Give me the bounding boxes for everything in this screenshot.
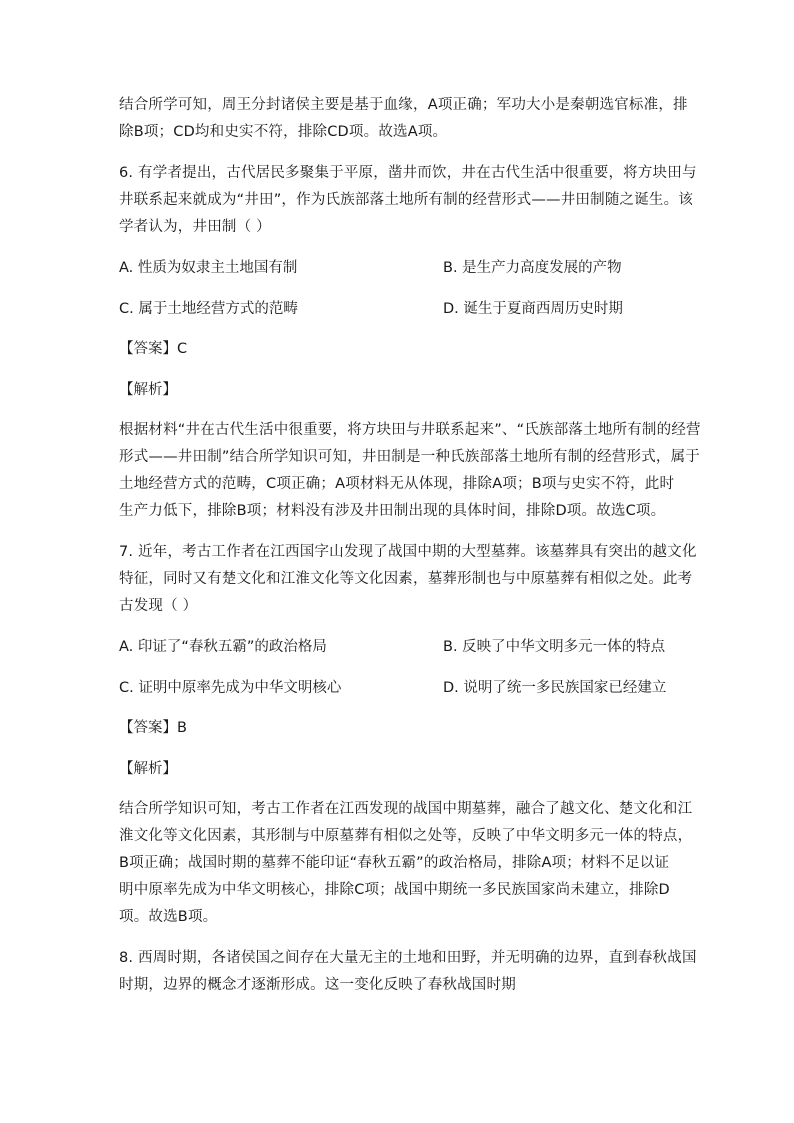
- q6-analysis-line-1: 根据材料“井在古代生活中很重要，将方块田与井联系起来”、“氏族部落土地所有制的经营: [119, 422, 701, 438]
- q7-analysis-line-4: 明中原率先成为中华文明核心，排除C项；战国中期统一多民族国家尚未建立，排除D: [119, 882, 670, 898]
- q7-stem-line-1: 7. 近年，考古工作者在江西国字山发现了战国中期的大型墓葬。该墓葬具有突出的越文化: [119, 544, 697, 560]
- q7-analysis-line-1: 结合所学知识可知，考古工作者在江西发现的战国中期墓葬，融合了越文化、楚文化和江: [119, 801, 693, 817]
- q5-analysis-line-1: 结合所学可知，周王分封诸侯主要是基于血缘，A项正确；军功大小是秦朝选官标准，排: [119, 97, 688, 113]
- q8-stem-line-1: 8. 西周时期，各诸侯国之间存在大量无主的土地和田野，并无明确的边界，直到春秋战国: [119, 950, 697, 966]
- q6-analysis-line-2: 形式——井田制”结合所学知识可知，井田制是一种氏族部落土地所有制的经营形式，属于: [119, 449, 701, 465]
- q7-analysis-line-2: 淮文化等文化因素，其形制与中原墓葬有相似之处等，反映了中华文明多元一体的特点，: [119, 828, 693, 844]
- q6-stem-line-2: 井联系起来就成为“井田”，作为氏族部落土地所有制的经营形式——井田制随之诞生。该: [119, 192, 694, 208]
- q6-option-a: A. 性质为奴隶主土地国有制: [119, 260, 298, 276]
- q6-answer: 【答案】C: [119, 341, 188, 357]
- q7-analysis-label: 【解析】: [119, 761, 177, 777]
- q6-option-b: B. 是生产力高度发展的产物: [443, 260, 622, 276]
- q7-option-b: B. 反映了中华文明多元一体的特点: [443, 639, 666, 655]
- q7-option-c: C. 证明中原率先成为中华文明核心: [119, 680, 342, 696]
- q6-stem-line-1: 6. 有学者提出，古代居民多聚集于平原，凿井而饮，井在古代生活中很重要，将方块田与: [119, 165, 697, 181]
- q7-stem-line-2: 特征，同时又有楚文化和江淮文化等文化因素，墓葬形制也与中原墓葬有相似之处。此考: [119, 571, 693, 587]
- q7-answer: 【答案】B: [119, 720, 187, 736]
- q7-stem-line-3: 古发现（ ）: [119, 598, 198, 614]
- q5-analysis-line-2: 除B项；CD均和史实不符，排除CD项。故选A项。: [119, 124, 448, 140]
- q6-stem-line-3: 学者认为，井田制（ ）: [119, 219, 271, 235]
- q7-analysis-line-3: B项正确；战国时期的墓葬不能印证“春秋五霸”的政治格局，排除A项；材料不足以证: [119, 855, 670, 871]
- q6-analysis-line-4: 生产力低下，排除B项；材料没有涉及井田制出现的具体时间，排除D项。故选C项。: [119, 503, 666, 519]
- q8-stem-line-2: 时期，边界的概念才逐渐形成。这一变化反映了春秋战国时期: [119, 977, 516, 993]
- q6-analysis-label: 【解析】: [119, 382, 177, 398]
- q7-analysis-line-5: 项。故选B项。: [119, 909, 218, 925]
- q6-analysis-line-3: 土地经营方式的范畴，C项正确；A项材料无从体现，排除A项；B项与史实不符，此时: [119, 476, 675, 492]
- q7-option-d: D. 说明了统一多民族国家已经建立: [443, 680, 667, 696]
- q6-option-d: D. 诞生于夏商西周历史时期: [443, 301, 623, 317]
- q7-option-a: A. 印证了“春秋五霸”的政治格局: [119, 639, 327, 655]
- q6-option-c: C. 属于土地经营方式的范畴: [119, 301, 298, 317]
